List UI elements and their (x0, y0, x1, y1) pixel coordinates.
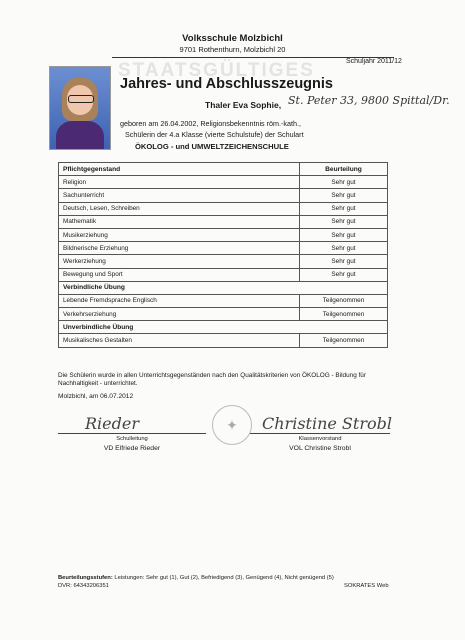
subject-cell: Mathematik (59, 215, 300, 228)
grade-cell: Teilgenommen (300, 308, 388, 321)
section-header-binding (59, 281, 388, 294)
grade-cell: Sehr gut (300, 242, 388, 255)
subject-cell: Deutsch, Lesen, Schreiben (59, 202, 300, 215)
table-row (59, 176, 388, 189)
grade-cell: Sehr gut (300, 189, 388, 202)
student-name: Thaler Eva Sophie, (205, 100, 282, 110)
place-date: Molzbichl, am 06.07.2012 (58, 393, 134, 400)
dvr-number: DVR: 64343206351 (58, 583, 109, 589)
subject-cell: Verkehrserziehung (59, 308, 300, 321)
section-header-nonbinding (59, 321, 388, 334)
table-row (59, 215, 388, 228)
grade-cell: Sehr gut (300, 202, 388, 215)
legend-text: Leistungen: Sehr gut (1), Gut (2), Befriedigend (3), Genügend (4), Nicht genügend (5) (114, 575, 334, 581)
table-header-row (59, 163, 388, 176)
table-row (59, 202, 388, 215)
student-photo (49, 66, 111, 150)
certificate-title: Jahres- und Abschlusszeugnis (120, 76, 333, 92)
subject-cell: Musikalisches Gestalten (59, 334, 300, 347)
signature-line-left (58, 433, 206, 434)
grade-cell: Teilgenommen (300, 294, 388, 307)
subject-cell: Lebende Fremdsprache Englisch (59, 294, 300, 307)
school-year: Schuljahr 2011/12 (346, 58, 402, 65)
table-row (59, 242, 388, 255)
signature-right: Christine Strobl (262, 414, 392, 433)
table-row (59, 189, 388, 202)
table-row (59, 255, 388, 268)
handwritten-address: St. Peter 33, 9800 Spittal/Dr. (288, 94, 450, 107)
class-line: Schülerin der 4.a Klasse (vierte Schulstufe) der Schulart (125, 130, 304, 139)
grade-cell: Sehr gut (300, 268, 388, 281)
table-row (59, 308, 388, 321)
school-type: ÖKOLOG - und UMWELTZEICHENSCHULE (135, 142, 289, 151)
subject-cell: Religion (59, 176, 300, 189)
subject-cell: Bewegung und Sport (59, 268, 300, 281)
signature-left: Rieder (85, 414, 139, 433)
signatory-role-left: Schulleitung (116, 436, 148, 442)
software-credit: SOKRATES Web (344, 583, 389, 589)
signature-line-right (250, 433, 390, 434)
header-subject: Pflichtgegenstand (59, 163, 300, 176)
section-title: Verbindliche Übung (59, 281, 388, 294)
subject-cell: Musikerziehung (59, 228, 300, 241)
grade-cell: Sehr gut (300, 228, 388, 241)
subject-cell: Bildnerische Erziehung (59, 242, 300, 255)
school-name: Volksschule Molzbichl (182, 33, 283, 44)
grade-cell: Teilgenommen (300, 334, 388, 347)
header-grade: Beurteilung (300, 163, 388, 176)
table-row (59, 268, 388, 281)
signatory-name-left: VD Elfriede Rieder (103, 445, 161, 452)
grade-cell: Sehr gut (300, 176, 388, 189)
birth-religion-line: geboren am 26.04.2002, Religionsbekenntnis röm.-kath., (120, 119, 301, 128)
grade-cell: Sehr gut (300, 255, 388, 268)
table-row (59, 334, 388, 347)
table-row (59, 294, 388, 307)
grade-cell: Sehr gut (300, 215, 388, 228)
legend-label: Beurteilungsstufen: (58, 575, 113, 581)
section-title: Unverbindliche Übung (59, 321, 388, 334)
grades-table (58, 162, 388, 348)
signatory-role-right: Klassenvorstand (298, 436, 342, 442)
grading-legend (58, 575, 334, 581)
subject-cell: Sachunterricht (59, 189, 300, 202)
table-row (59, 228, 388, 241)
school-seal-icon: ✦ (212, 405, 252, 445)
signatory-name-right: VOL Christine Strobl (289, 445, 351, 452)
subject-cell: Werkerziehung (59, 255, 300, 268)
oekolog-notice: Die Schülerin wurde in allen Unterrichtsgegenständen nach den Qualitätskriterien von ÖKOLOG - Bildung für Nachhaltigkeit - unterrichtet. (58, 372, 366, 388)
watermark: STAATSGÜLTIGES (118, 60, 315, 81)
school-address: 9701 Rothenthurn, Molzbichl 20 (179, 45, 286, 54)
